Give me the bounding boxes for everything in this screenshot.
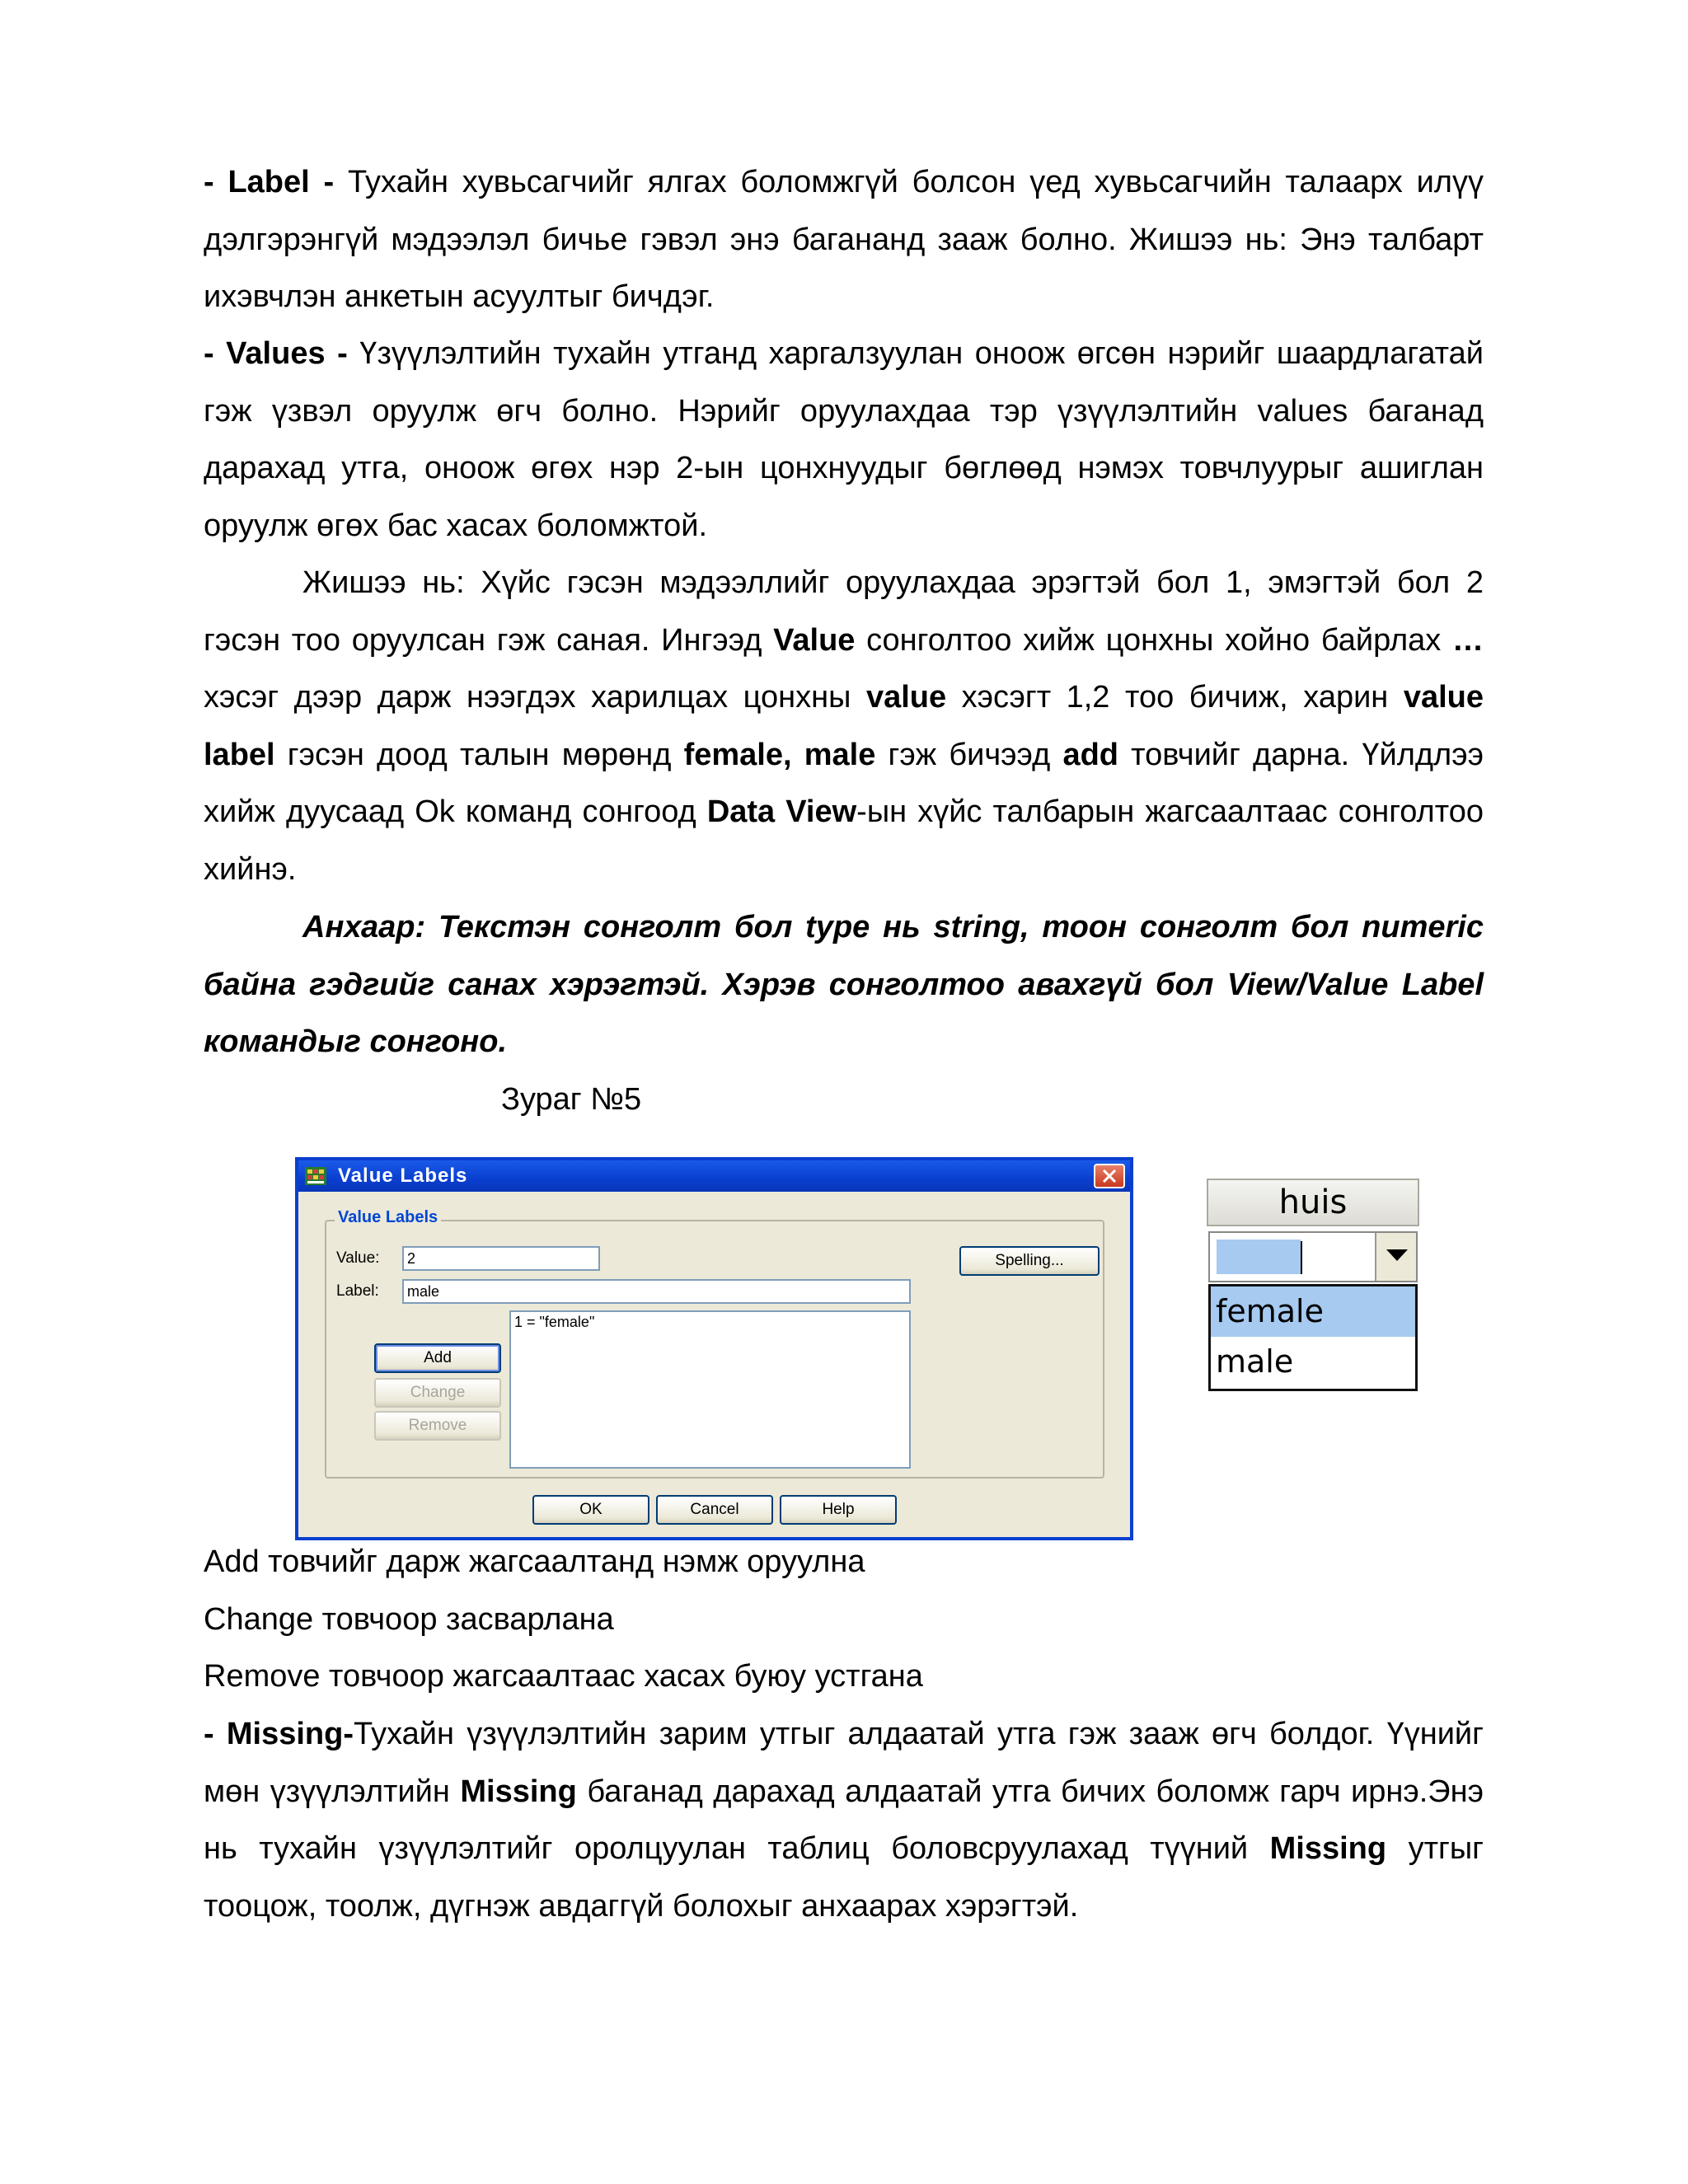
missing-text-1: Тухайн үзүүлэлтийн зарим утгыг алдаатай утга гэж зааж өгч болдог. Үүнийг мөн үзүүлэлтийн [204, 1717, 1484, 1809]
help-button[interactable]: Help [780, 1495, 897, 1525]
note-paragraph: Анхаар: Текстэн сонголт бол type нь string, тоон сонголт бол numeric байна гэдгийг санах хэрэгтэй. Хэрэв сонголтоо авахгүй бол View/Value Label командыг сонгоно. [204, 910, 1484, 1059]
label-input[interactable]: male [402, 1279, 911, 1304]
term-label: - Label - [204, 165, 335, 199]
example-bold-data-view: Data View [706, 794, 857, 829]
value-field-label: Value: [336, 1249, 380, 1267]
term-values: - Values - [204, 336, 348, 371]
change-button[interactable]: Change [374, 1378, 501, 1408]
huis-column-header: huis [1207, 1179, 1419, 1226]
dialog-title-bar [298, 1160, 1130, 1192]
paragraph-missing [204, 1706, 1484, 1935]
huis-combo-box[interactable] [1208, 1231, 1418, 1282]
group-legend: Value Labels [335, 1208, 441, 1227]
dropdown-option-female[interactable]: female [1211, 1286, 1415, 1337]
value-input[interactable]: 2 [402, 1246, 600, 1271]
dialog-title: Value Labels [338, 1165, 468, 1187]
dropdown-arrow-button[interactable] [1375, 1233, 1416, 1281]
missing-text-3: утгыг тооцож, тоолж, дүгнэж авдаггүй болохыг анхаарах хэрэгтэй. [204, 1831, 1484, 1924]
label-field-label: Label: [336, 1282, 379, 1300]
value-label-list[interactable] [509, 1310, 911, 1469]
after-line-add: Add товчийг дарж жагсаалтанд нэмж оруулна [204, 1544, 865, 1579]
example-bold-female-male: female, male [683, 737, 876, 772]
close-icon [1102, 1169, 1117, 1183]
after-line-change: Change товчоор засварлана [204, 1602, 614, 1637]
example-text-7: товчийг дарна. Үйлдлээ хийж дуусаад Ok команд сонгоод [204, 737, 1484, 829]
example-bold-ellipsis: … [1451, 622, 1484, 658]
paragraph-values-text: Үзүүлэлтийн тухайн утганд харгалзуулан оноож өгсөн нэрийг шаардлагатай гэж үзвэл оруулж өгч болно. Нэрийг оруулахдаа тэр үзүүлэлтийн values баганад дарахад утга, оноож өгөх нэр 2-ын цонхнуудыг бөглөөд нэмэх товчлуурыг ашиглан оруулж өгөх бас хасах боломжтой. [204, 336, 1484, 543]
example-text-3: хэсэг дээр дарж нээгдэх харилцах цонхны [204, 680, 866, 715]
example-text-8: -ын хүйс талбарын жагсаалтаас сонголтоо хийнэ. [204, 794, 1484, 887]
after-line-remove: Remove товчоор жагсаалтаас хасах буюу устгана [204, 1659, 923, 1694]
example-text-1: Жишээ нь: Хүйс гэсэн мэдээллийг оруулахдаа эрэгтэй бол 1, эмэгтэй бол 2 гэсэн тоо оруулсан гэж саная. Ингээд [204, 565, 1484, 658]
paragraph-example [204, 555, 1484, 898]
example-text-2: сонголтоо хийж цонхны хойно байрлах [855, 622, 1452, 658]
example-bold-add: add [1062, 737, 1118, 772]
add-button[interactable]: Add [374, 1343, 501, 1373]
text-caret [1301, 1241, 1302, 1274]
paragraph-label-text: Тухайн хувьсагчийг ялгах боломжгүй болсон үед хувьсагчийн талаарх илүү дэлгэрэнгүй мэдээлэл бичье гэвэл энэ багананд зааж болно. Жишээ нь: Энэ талбарт ихэвчлэн анкетын асуултыг бичдэг. [204, 165, 1484, 314]
ok-button[interactable]: OK [532, 1495, 649, 1525]
figure-caption: Зураг №5 [501, 1082, 642, 1117]
example-text-5: гэсэн доод талын мөрөнд [274, 737, 684, 772]
example-text-4: хэсэгт 1,2 тоо бичиж, харин [946, 680, 1404, 715]
term-missing: - Missing- [204, 1717, 354, 1751]
huis-dropdown-list [1208, 1284, 1418, 1391]
dropdown-option-male[interactable]: male [1216, 1343, 1294, 1380]
example-bold-value: Value [773, 622, 856, 658]
spelling-button[interactable]: Spelling... [959, 1246, 1100, 1276]
chevron-down-icon [1386, 1249, 1408, 1263]
example-text-6: гэж бичээд [875, 737, 1063, 772]
cancel-button[interactable]: Cancel [656, 1495, 773, 1525]
remove-button[interactable]: Remove [374, 1411, 501, 1441]
missing-bold-2: Missing [1269, 1831, 1387, 1866]
paragraph-label [204, 154, 1484, 326]
spss-app-icon [305, 1167, 326, 1185]
list-item[interactable]: 1 = "female" [514, 1314, 595, 1330]
combo-selection [1217, 1240, 1301, 1274]
example-bold-value-label: value label [204, 680, 1484, 772]
paragraph-values [204, 326, 1484, 555]
missing-text-2: баганад дарахад алдаатай утга бичих боломж гарч ирнэ.Энэ нь тухайн үзүүлэлтийг оролцуулан таблиц боловсруулахад түүний [204, 1774, 1484, 1866]
value-labels-dialog [295, 1157, 1133, 1540]
example-bold-value-field: value [865, 680, 947, 715]
close-button[interactable] [1094, 1164, 1125, 1188]
missing-bold-1: Missing [460, 1774, 577, 1809]
